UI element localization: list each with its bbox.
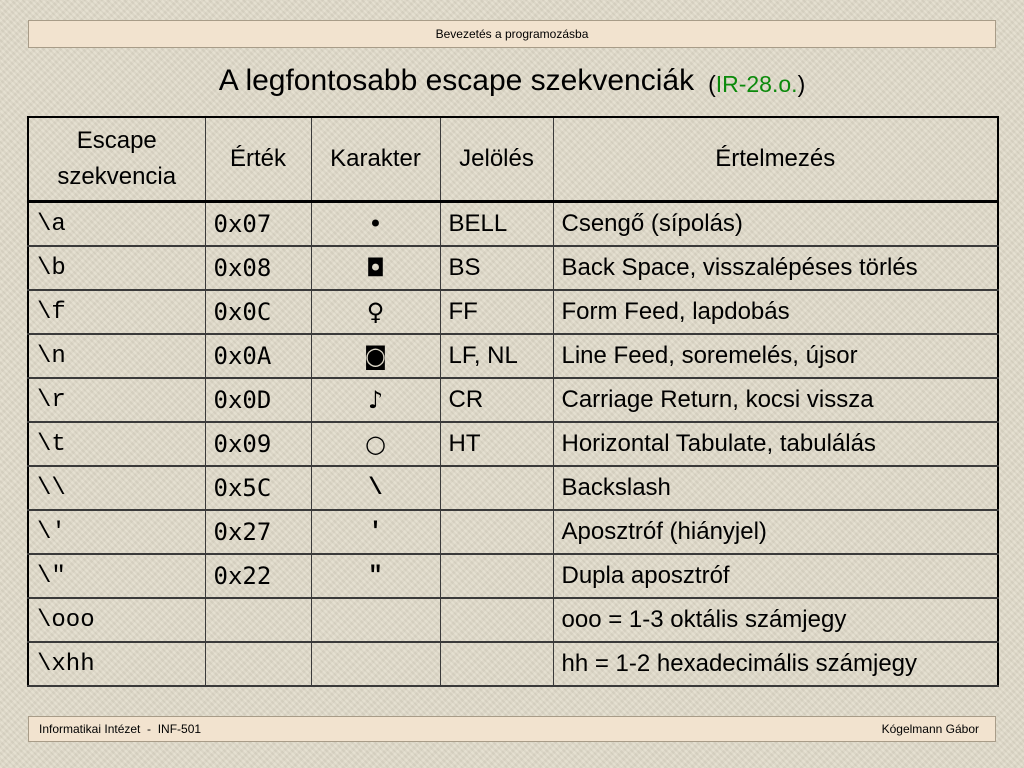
notation-cell <box>440 510 553 554</box>
page-reference <box>708 71 805 98</box>
table-header-row <box>28 117 998 202</box>
character-cell: • <box>311 202 440 247</box>
meaning-cell: Backslash <box>553 466 998 510</box>
sequence-cell: \\ <box>28 466 205 510</box>
header-meaning: Értelmezés <box>553 117 998 202</box>
meaning-cell: Horizontal Tabulate, tabulálás <box>553 422 998 466</box>
table-row <box>28 422 998 466</box>
value-cell <box>205 598 311 642</box>
notation-cell: BS <box>440 246 553 290</box>
value-cell <box>205 642 311 686</box>
meaning-cell: Back Space, visszalépéses törlés <box>553 246 998 290</box>
sequence-cell: \xhh <box>28 642 205 686</box>
notation-cell <box>440 466 553 510</box>
notation-cell: FF <box>440 290 553 334</box>
reference-link[interactable]: IR-28.o. <box>715 70 798 97</box>
course-title: Bevezetés a programozásba <box>435 27 589 41</box>
sequence-cell: \a <box>28 202 205 247</box>
footer-author: Kógelmann Gábor <box>881 722 979 736</box>
value-cell: 0x09 <box>205 422 311 466</box>
table-row <box>28 290 998 334</box>
character-cell: " <box>311 554 440 598</box>
character-cell <box>311 598 440 642</box>
table-row <box>28 554 998 598</box>
value-cell: 0x0C <box>205 290 311 334</box>
sequence-cell: \ooo <box>28 598 205 642</box>
table-row <box>28 510 998 554</box>
value-cell: 0x22 <box>205 554 311 598</box>
meaning-cell: Carriage Return, kocsi vissza <box>553 378 998 422</box>
header-sequence-line1: Escape <box>76 127 157 154</box>
footer-bar <box>28 716 996 742</box>
sequence-cell: \" <box>28 554 205 598</box>
header-value: Érték <box>205 117 311 202</box>
notation-cell <box>440 642 553 686</box>
meaning-cell: Dupla aposztróf <box>553 554 998 598</box>
header-bar <box>28 20 996 48</box>
sequence-cell: \' <box>28 510 205 554</box>
value-cell: 0x08 <box>205 246 311 290</box>
table-row <box>28 598 998 642</box>
character-cell: ♀ <box>311 290 440 334</box>
table-row <box>28 246 998 290</box>
table-row <box>28 334 998 378</box>
meaning-cell: hh = 1-2 hexadecimális számjegy <box>553 642 998 686</box>
reference-close-paren: ) <box>797 70 806 97</box>
meaning-cell: Line Feed, soremelés, újsor <box>553 334 998 378</box>
table-row <box>28 378 998 422</box>
meaning-cell: Csengő (sípolás) <box>553 202 998 247</box>
value-cell: 0x0A <box>205 334 311 378</box>
meaning-cell: Aposztróf (hiányjel) <box>553 510 998 554</box>
notation-cell: HT <box>440 422 553 466</box>
notation-cell <box>440 598 553 642</box>
character-cell: \ <box>311 466 440 510</box>
table-row <box>28 466 998 510</box>
notation-cell: LF, NL <box>440 334 553 378</box>
value-cell: 0x5C <box>205 466 311 510</box>
character-cell <box>311 642 440 686</box>
meaning-cell: Form Feed, lapdobás <box>553 290 998 334</box>
notation-cell <box>440 554 553 598</box>
sequence-cell: \b <box>28 246 205 290</box>
notation-cell: CR <box>440 378 553 422</box>
notation-cell: BELL <box>440 202 553 247</box>
sequence-cell: \t <box>28 422 205 466</box>
header-sequence-line2: szekvencia <box>57 163 177 190</box>
footer-institute: Informatikai Intézet - INF-501 <box>39 722 202 736</box>
slide-title-text: A legfontosabb escape szekvenciák <box>218 64 695 97</box>
value-cell: 0x0D <box>205 378 311 422</box>
character-cell: ◙ <box>311 334 440 378</box>
header-character: Karakter <box>311 117 440 202</box>
sequence-cell: \n <box>28 334 205 378</box>
character-cell: ' <box>311 510 440 554</box>
sequence-cell: \r <box>28 378 205 422</box>
character-cell: ◘ <box>311 246 440 290</box>
reference-open-paren: ( <box>708 70 716 97</box>
header-sequence <box>28 117 205 202</box>
sequence-cell: \f <box>28 290 205 334</box>
character-cell: ○ <box>311 422 440 466</box>
table-row <box>28 642 998 686</box>
value-cell: 0x27 <box>205 510 311 554</box>
header-notation: Jelölés <box>440 117 553 202</box>
value-cell: 0x07 <box>205 202 311 247</box>
table-row <box>28 202 998 247</box>
meaning-cell: ooo = 1-3 oktális számjegy <box>553 598 998 642</box>
slide-title <box>0 58 1024 104</box>
escape-sequence-table <box>27 116 999 687</box>
character-cell: ♪ <box>311 378 440 422</box>
